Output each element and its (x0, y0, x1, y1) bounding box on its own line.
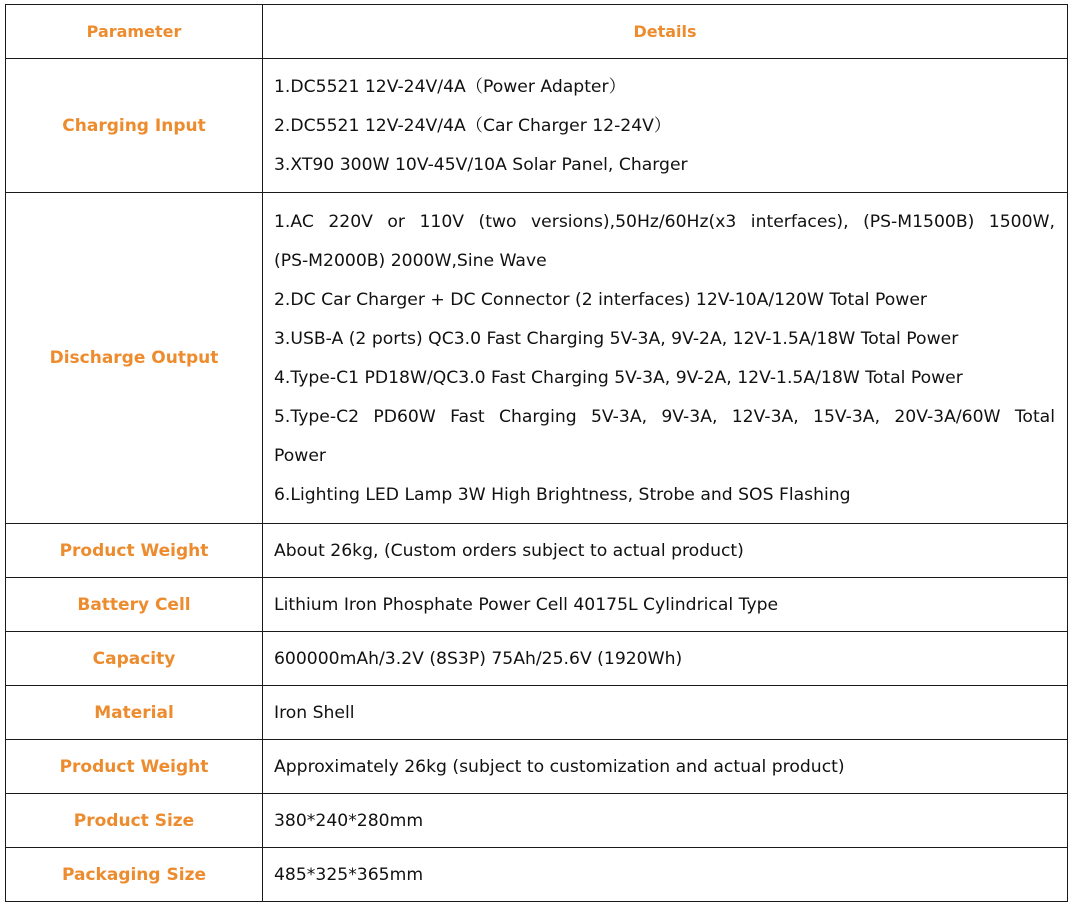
row-value: Lithium Iron Phosphate Power Cell 40175L Cylindrical Type (263, 578, 1068, 632)
row-label: Product Size (6, 794, 263, 848)
table-row (6, 524, 1068, 578)
row-details (263, 193, 1068, 524)
detail-line: 3.USB-A (2 ports) QC3.0 Fast Charging 5V-3A, 9V-2A, 12V-1.5A/18W Total Power (274, 329, 959, 349)
detail-line: (PS-M2000B) 2000W,Sine Wave (274, 251, 547, 271)
row-label: Battery Cell (6, 578, 263, 632)
parameter-header: Parameter (6, 5, 263, 59)
table-row (6, 686, 1068, 740)
table-row (6, 59, 1068, 193)
row-label: Product Weight (6, 524, 263, 578)
row-label: Product Weight (6, 740, 263, 794)
detail-line: 1.DC5521 12V-24V/4A（Power Adapter） (274, 77, 626, 97)
row-label: Charging Input (6, 59, 263, 193)
detail-line: 4.Type-C1 PD18W/QC3.0 Fast Charging 5V-3A, 9V-2A, 12V-1.5A/18W Total Power (274, 368, 963, 388)
row-value: Approximately 26kg (subject to customization and actual product) (263, 740, 1068, 794)
row-details (263, 59, 1068, 193)
table-row (6, 632, 1068, 686)
row-value: 600000mAh/3.2V (8S3P) 75Ah/25.6V (1920Wh) (263, 632, 1068, 686)
detail-line: 2.DC5521 12V-24V/4A（Car Charger 12-24V） (274, 116, 672, 136)
row-value: Iron Shell (263, 686, 1068, 740)
row-label: Packaging Size (6, 848, 263, 902)
details-header: Details (263, 5, 1068, 59)
detail-line: 1.AC 220V or 110V (two versions),50Hz/60Hz(x3 interfaces), (PS-M1500B) 1500W, (274, 212, 1055, 232)
spec-table (5, 4, 1068, 902)
row-label: Discharge Output (6, 193, 263, 524)
row-value: 485*325*365mm (263, 848, 1068, 902)
table-row (6, 578, 1068, 632)
row-value: About 26kg, (Custom orders subject to actual product) (263, 524, 1068, 578)
row-label: Material (6, 686, 263, 740)
detail-line: 5.Type-C2 PD60W Fast Charging 5V-3A, 9V-3A, 12V-3A, 15V-3A, 20V-3A/60W Total (274, 407, 1055, 427)
row-value: 380*240*280mm (263, 794, 1068, 848)
table-row (6, 193, 1068, 524)
detail-line: Power (274, 446, 326, 466)
table-row (6, 740, 1068, 794)
table-row (6, 848, 1068, 902)
detail-line: 3.XT90 300W 10V-45V/10A Solar Panel, Charger (274, 155, 688, 175)
detail-line: 6.Lighting LED Lamp 3W High Brightness, Strobe and SOS Flashing (274, 485, 851, 505)
table-row (6, 794, 1068, 848)
header-row (6, 5, 1068, 59)
detail-line: 2.DC Car Charger + DC Connector (2 interfaces) 12V-10A/120W Total Power (274, 290, 927, 310)
row-label: Capacity (6, 632, 263, 686)
